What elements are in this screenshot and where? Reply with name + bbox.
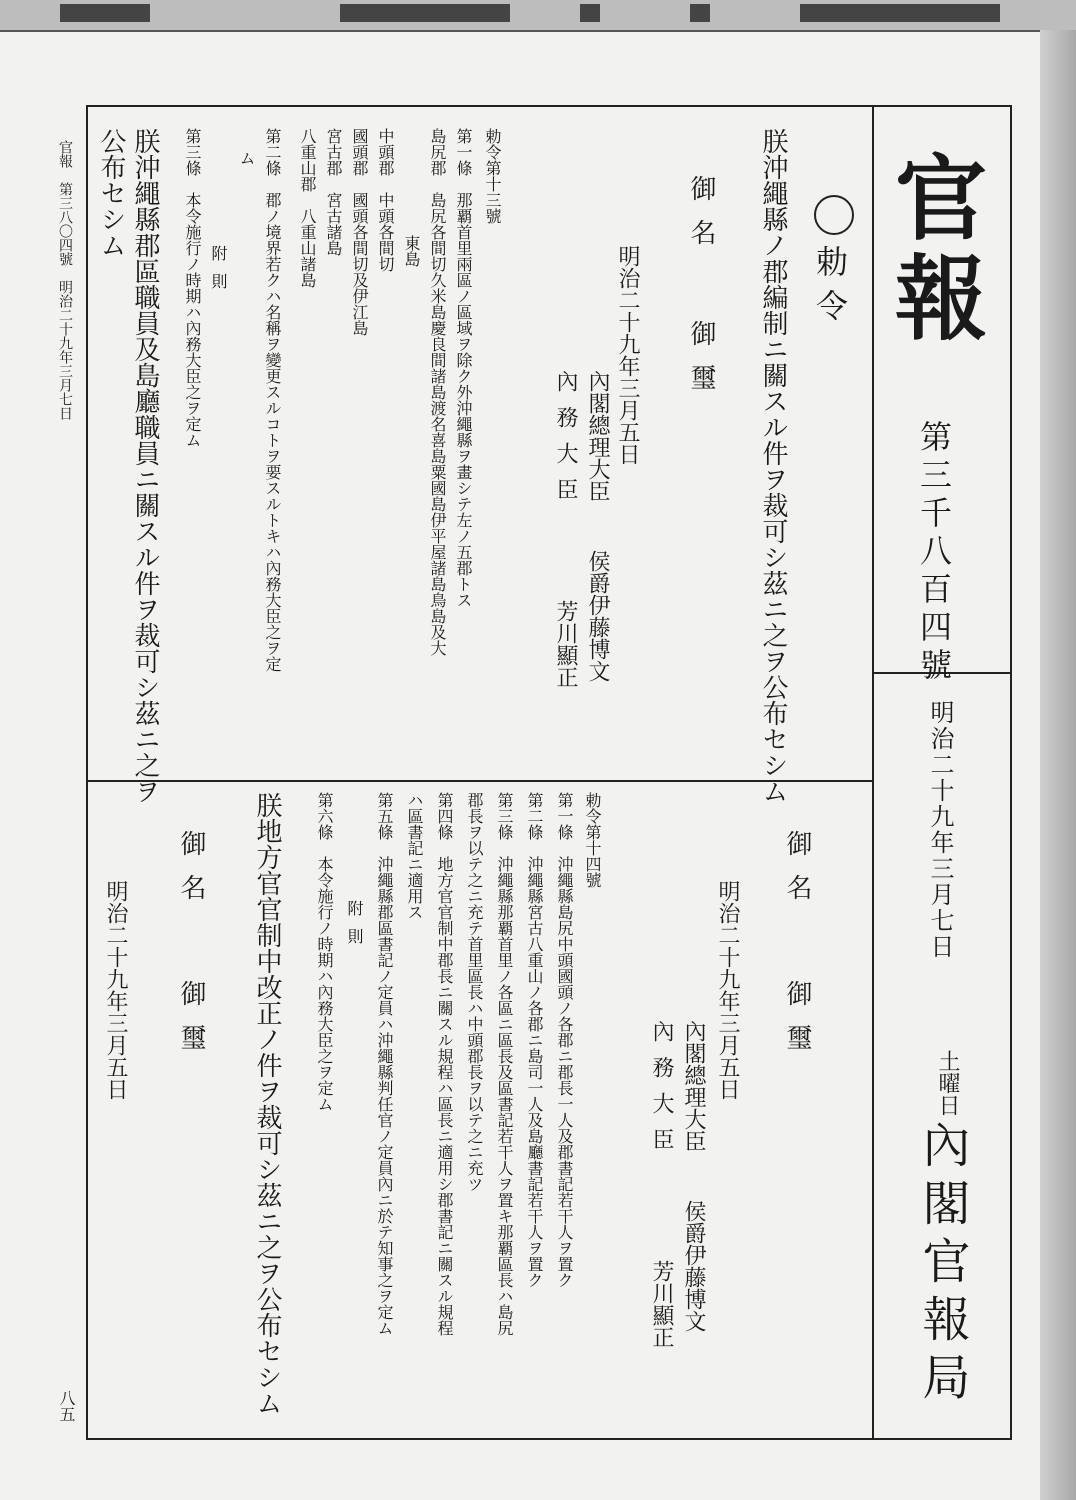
edict13-article: 宮古郡 宮古諸島 bbox=[324, 128, 343, 256]
strip-mark bbox=[60, 4, 150, 22]
edict13-imperial-seal: 御璽 bbox=[686, 320, 716, 408]
previous-page-strip bbox=[0, 0, 1076, 32]
edict14-preamble: 朕沖繩縣郡區職員及島廳職員ニ關スル件ヲ裁可シ茲ニ之ヲ bbox=[130, 128, 160, 804]
middle-rule bbox=[88, 780, 872, 782]
edict14-imperial-seal: 御璽 bbox=[782, 980, 812, 1068]
edict13-number: 勅令第十三號 bbox=[483, 128, 502, 224]
edict14-article: 第六條 本令施行ノ時期ハ內務大臣之ヲ定ム bbox=[315, 792, 334, 1112]
strip-mark bbox=[340, 4, 510, 22]
edict15-preamble: 朕地方官官制中改正ノ件ヲ裁可シ茲ニ之ヲ公布セシム bbox=[252, 792, 282, 1416]
edict13-signatory-name: 芳川顯正 bbox=[553, 600, 578, 688]
edict13-article: 第三條 本令施行ノ時期ハ內務大臣之ヲ定ム bbox=[183, 128, 202, 448]
edict14-preamble: 公布セシム bbox=[96, 128, 126, 258]
section-circle-mark bbox=[814, 195, 854, 235]
edict15-imperial-name: 御名 bbox=[176, 830, 206, 918]
edict13-signatory-title: 內閣總理大臣 bbox=[585, 370, 610, 502]
masthead-title: 官報 bbox=[880, 150, 988, 350]
edict14-signatory-name: 侯爵伊藤博文 bbox=[681, 1200, 706, 1332]
edict13-supplementary-heading: 附則 bbox=[209, 245, 228, 301]
publisher: 內閣官報局 bbox=[914, 1120, 970, 1410]
edict14-article: 第四條 地方官官制中郡長ニ關スル規程ハ區長ニ適用シ郡書記ニ關スル規程 bbox=[435, 792, 454, 1336]
edict14-number: 勅令第十四號 bbox=[583, 792, 602, 888]
edict15-date: 明治二十九年三月五日 bbox=[103, 880, 128, 1100]
masthead-rule bbox=[872, 107, 874, 1438]
edict14-signatory-title: 內閣總理大臣 bbox=[681, 1020, 706, 1152]
strip-mark bbox=[800, 4, 1000, 22]
edict14-article: 郡長ヲ以テ之ニ充テ首里區長ハ中頭郡長ヲ以テ之ニ充ツ bbox=[465, 792, 484, 1192]
edict13-article: 第一條 那覇首里兩區ノ區域ヲ除ク外沖繩縣ヲ畫シテ左ノ五郡トス bbox=[454, 128, 473, 608]
edict13-imperial-name: 御名 bbox=[686, 175, 716, 263]
edict14-date: 明治二十九年三月五日 bbox=[715, 880, 740, 1100]
edict13-article: ム bbox=[237, 150, 256, 166]
strip-mark bbox=[580, 4, 600, 22]
edict15-imperial-seal: 御璽 bbox=[176, 980, 206, 1068]
issue-number: 第三千八百四號 bbox=[915, 420, 953, 686]
edict13-article: 國頭郡 國頭各間切及伊江島 bbox=[350, 128, 369, 336]
edict13-preamble: 朕沖繩縣ノ郡編制ニ關スル件ヲ裁可シ茲ニ之ヲ公布セシム bbox=[758, 128, 788, 804]
edict14-signatory-title: 內務大臣 bbox=[649, 1020, 674, 1164]
page-number: 八五 bbox=[57, 1390, 76, 1422]
edict14-article: 第二條 沖繩縣宮古八重山ノ各郡ニ島司一人及島廳書記若干人ヲ置ク bbox=[525, 792, 544, 1288]
issue-weekday: 土曜日 bbox=[935, 1050, 960, 1116]
edict13-date: 明治二十九年三月五日 bbox=[615, 245, 640, 465]
edict14-imperial-name: 御名 bbox=[782, 830, 812, 918]
edict14-article: 第五條 沖繩縣郡區書記ノ定員ハ沖繩縣判任官ノ定員內ニ於テ知事之ヲ定ム bbox=[375, 792, 394, 1336]
edict14-supplementary-heading: 附則 bbox=[345, 900, 364, 956]
strip-mark bbox=[690, 4, 710, 22]
section-heading: 勅令 bbox=[811, 245, 849, 333]
edict13-article: 東島 bbox=[402, 235, 421, 267]
edict14-article: 第一條 沖繩縣島尻中頭國頭ノ各郡ニ郡長一人及郡書記若干人ヲ置ク bbox=[555, 792, 574, 1288]
edict14-signatory-name: 芳川顯正 bbox=[649, 1260, 674, 1348]
running-head: 官報 第三八〇四號 明治二十九年三月七日 bbox=[57, 140, 73, 420]
edict14-article: 第三條 沖繩縣那覇首里ノ各區ニ區長及區書記若干人ヲ置キ那覇區長ハ島尻 bbox=[495, 792, 514, 1336]
binding-edge bbox=[1040, 30, 1076, 1500]
edict13-article: 第二條 郡ノ境界若クハ名稱ヲ變更スルコトヲ要スルトキハ內務大臣之ヲ定 bbox=[263, 128, 282, 672]
edict13-article: 八重山郡 八重山諸島 bbox=[298, 128, 317, 288]
issue-date: 明治二十九年三月七日 bbox=[926, 700, 954, 960]
edict13-article: 中頭郡 中頭各間切 bbox=[376, 128, 395, 272]
edict13-signatory-title: 內務大臣 bbox=[553, 370, 578, 514]
edict13-article: 島尻郡 島尻各間切久米島慶良間諸島渡名喜島粟國島伊平屋諸島鳥島及大 bbox=[428, 128, 447, 656]
edict13-signatory-name: 侯爵伊藤博文 bbox=[585, 550, 610, 682]
edict14-article: ハ區書記ニ適用ス bbox=[405, 792, 424, 920]
